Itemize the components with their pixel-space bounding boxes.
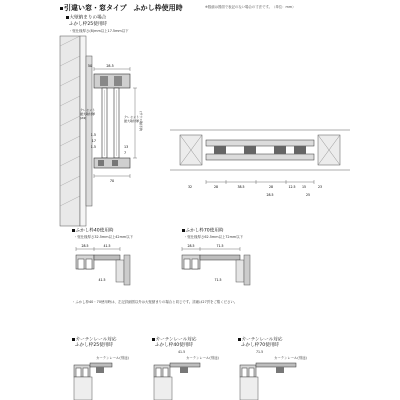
crescent-callout-left-1: クレセント [80,108,96,112]
bottom-3-heading-1: カーテンレール対応 [238,338,282,343]
plan-dim: 28 [213,185,219,189]
bottom-3-drawing [236,355,306,400]
top-section-heading: 大壁納まりの場合 [66,16,106,21]
section-70-drawing [178,245,268,290]
bullet-square-icon [152,338,155,341]
bottom-1-heading-2: ふかし枠25使用時 [75,343,114,348]
bullet-square-icon [60,7,63,10]
section-40-drawing [72,245,162,290]
units-note: ※数値は図面で表記のない場合の寸法です。（単位：mm） [205,5,296,9]
bottom-3-dim: 71.5 [256,350,264,354]
bottom-3-rail-label: カーテンレール(別途) [274,356,307,360]
plan-dim: 28.5 [266,193,274,197]
dim-label: 1.5 [90,133,96,137]
bullet-square-icon [238,338,241,341]
bottom-3-heading-2: ふかし枠70使用時 [241,343,280,348]
plan-dim: 15 [301,185,307,189]
top-section-subheading: ふかし枠25使用時 [69,22,108,27]
bottom-1-drawing [70,355,130,400]
bottom-1-heading-1: カーテンレール対応 [72,338,116,343]
dim-label: 1.5 [90,145,96,149]
dim-label: 41.5 [103,244,111,248]
crescent-callout-left-2: 最大取付厚 [80,112,96,116]
bottom-1-rail-label: カーテンレール(別途) [96,356,129,360]
section-40-note: ・壁仕様厚さ32.5mm以上42mm以下 [74,235,133,239]
vertical-section-drawing [60,36,170,226]
dim-label: 28.5 [187,244,195,248]
plan-dim: 28 [268,185,274,189]
bullet-square-icon [72,338,75,341]
plan-section-drawing [170,110,350,205]
bottom-2-heading-1: カーテンレール対応 [152,338,196,343]
dim-label: 71.5 [216,244,224,248]
bullet-square-icon [72,229,75,232]
bottom-2-drawing [150,355,210,400]
bottom-2-dim: 41.5 [178,350,186,354]
crescent-callout-right-2: 最大取付厚 [124,119,140,123]
section-70-note: ・壁仕様厚さ62.5mm以上72mm以下 [184,235,243,239]
page-title: 引違い窓・窓タイプ ふかし枠使用時 [60,5,183,12]
mid-note: ・ふかし枠40・70使用時は、左記詳細図以外は大壁納まりの場合と同じです。詳細は27頁をご覧ください。 [72,300,238,304]
plan-dim: 25 [305,193,311,197]
top-section-wall-note: ・壁仕様厚さ(8)mm以上17.5mm以下 [69,29,129,33]
dim-label: 28.5 [81,244,89,248]
bottom-2-heading-2: ふかし枠40使用時 [155,343,194,348]
bullet-square-icon [182,229,185,232]
dim-label: 28.5 [106,64,114,68]
bullet-square-icon [66,16,69,19]
section-40-heading: ふかし枠40使用時 [72,229,114,234]
plan-dim: 12.5 [288,185,296,189]
dim-label: 71.5 [214,278,222,282]
section-70-heading: ふかし枠70使用時 [182,229,224,234]
dim-label: 13 [124,145,129,149]
plan-dim: 38.5 [237,185,245,189]
bottom-2-rail-label: カーテンレール(別途) [186,356,219,360]
crescent-callout-left-3: (24) [80,116,87,120]
dim-label: 17 [91,139,96,143]
plan-dim: 23 [317,185,323,189]
dim-label: 7 [124,151,127,155]
crescent-callout-right-1: クレセント [124,115,140,119]
dim-label: 70 [109,179,115,183]
glass-thickness-label: (ガラス取付厚) [139,111,143,132]
dim-label: 41.5 [98,278,106,282]
dim-label: 50 [87,64,93,68]
plan-dim: 32 [187,185,193,189]
